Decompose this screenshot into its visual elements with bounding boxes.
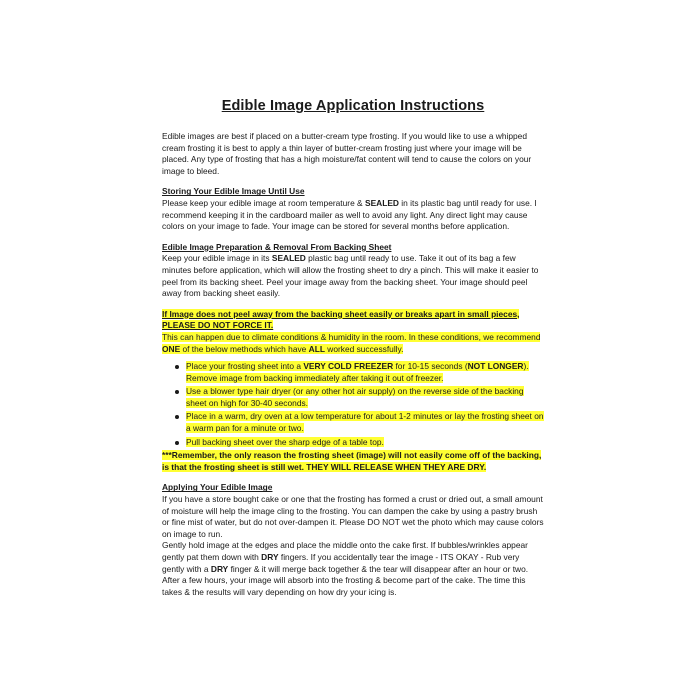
storing-text-after: in its plastic bag until ready for use. I recommend keeping it in the cardboard mailer as well to avoid any light. Any direct light may cause colors on your image to fade. Your image can be stored for several months before application. [162,197,537,232]
warning-text-middle: of the below methods which have [180,343,309,354]
applying-paragraph-1: If you have a store bought cake or one that the frosting has formed a crust or dried out, a small amount of moisture will help the image cling to the frosting. You can dampen the cake by using a pastry brush or fine mist of water, but do not over-dampen it. Please DO NOT wet the photo which may cause colors on image to run. [162,494,544,539]
bullet-icon [175,365,179,369]
storing-paragraph [162,198,544,233]
method-1-after: ). Remove image from backing immediately after taking it out of freezer. [186,361,529,383]
method-2-text: Use a blower type hair dryer (or any other hot air supply) on the reverse side of the backing sheet on high for 30-40 seconds. [186,386,524,408]
remember-text: ***Remember, the only reason the frosting sheet (image) will not easily come off of the backing, is that the frosting sheet is still wet. THEY WILL RELEASE WHEN THEY ARE DRY. [162,450,542,472]
preparation-heading: Edible Image Preparation & Removal From Backing Sheet [162,241,392,252]
storing-text-before: Please keep your edible image at room temperature & [162,197,365,208]
list-item [186,386,544,409]
instruction-sheet [162,98,544,598]
applying-paragraph-2 [162,540,544,598]
applying-p2-middle: fingers. If you accidentally tear the image - ITS OKAY - Rub very gently with a [162,552,520,574]
warning-text-after: worked successfully. [324,343,404,354]
method-1-middle: for 10-15 seconds ( [393,361,468,372]
bullet-icon [175,441,179,445]
warning-title: If Image does not peel away from the backing sheet easily or breaks apart in small pieces, PLEASE DO NOT FORCE IT. [162,308,520,331]
preparation-text-before: Keep your edible image in its [162,253,272,264]
warning-paragraph [162,309,544,355]
method-3-text: Place in a warm, dry oven at a low temperature for about 1-2 minutes or lay the frosting sheet on a warm pan for a minute or two. [186,411,544,434]
intro-paragraph: Edible images are best if placed on a butter-cream type frosting. If you would like to use a whipped cream frosting it is best to apply a thin layer of butter-cream frosting just where your image will be placed. Any type of frosting that has a high moisture/fat content will tend to cause the colors on your image to bleed. [162,131,532,176]
storing-heading: Storing Your Edible Image Until Use [162,186,305,197]
preparation-sealed-emphasis: SEALED [271,253,306,264]
applying-p2-before: Gently hold image at the edges and place the middle onto the cake first. If bubbles/wrinkles appear gently pat them down with [162,540,528,562]
list-item [186,361,544,384]
warning-all-emphasis: ALL [308,343,325,354]
list-item [186,411,544,434]
method-1-freezer-emphasis: VERY COLD FREEZER [303,361,394,372]
method-1-text [186,361,529,383]
applying-dry-emphasis-1: DRY [261,552,279,562]
preparation-paragraph [162,253,544,299]
method-1-before: Place your frosting sheet into a [186,361,304,372]
applying-p2-after: finger & it will merge back together & the tear will disappear after an hour or two. After a few hours, your image will absorb into the frosting & become part of the cake. The time this takes & the results will vary depending on how dry your icing is. [162,563,529,597]
preparation-text-after: plastic bag until ready to use. Take it out of its bag a few minutes before application, which will allow the frosting sheet to dry a pinch. This will make it easier to peel from its backing sheet. Peel your image away from the backing sheet. Your image should peel away from backing sheet easily. [162,253,539,299]
warning-one-emphasis: ONE [162,343,181,354]
methods-list [162,361,544,448]
storing-sealed-emphasis: SEALED [364,197,399,208]
method-1-not-longer-emphasis: NOT LONGER [467,361,524,372]
method-4-text: Pull backing sheet over the sharp edge of a table top. [186,436,384,447]
remember-note [162,450,544,473]
bullet-icon [175,415,179,419]
list-item [186,437,544,449]
applying-dry-emphasis-2: DRY [210,563,229,574]
warning-text-before: This can happen due to climate conditions & humidity in the room. In these conditions, we recommend [162,331,541,342]
page-title: Edible Image Application Instructions [221,98,485,114]
bullet-icon [175,390,179,394]
warning-text [162,332,540,354]
applying-heading: Applying Your Edible Image [162,482,273,493]
